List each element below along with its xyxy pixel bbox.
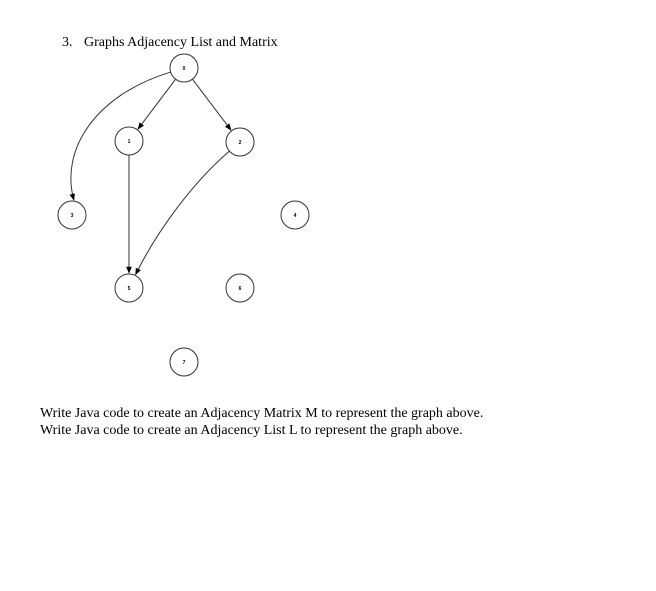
- edge-0-to-2: [192, 79, 231, 130]
- node-label-1: 1: [127, 139, 131, 145]
- node-label-5: 5: [127, 286, 131, 292]
- node-label-4: 4: [293, 213, 297, 219]
- question-title: Graphs Adjacency List and Matrix: [84, 35, 278, 50]
- graph-node-2: [226, 128, 254, 156]
- graph-node-5: [115, 274, 143, 302]
- edge-0-to-1: [138, 79, 176, 129]
- graph-node-4: [281, 201, 309, 229]
- node-label-3: 3: [70, 213, 74, 219]
- edge-2-to-5: [136, 151, 230, 274]
- graph-node-7: [170, 348, 198, 376]
- graph-node-3: [58, 201, 86, 229]
- node-label-0: 0: [182, 66, 186, 72]
- graph-node-6: [226, 274, 254, 302]
- node-label-6: 6: [238, 286, 242, 292]
- instructions-block: [40, 405, 483, 439]
- question-number: 3.: [62, 35, 73, 50]
- node-label-2: 2: [238, 140, 242, 146]
- instruction-list: Write Java code to create an Adjacency List L to represent the graph above.: [40, 423, 463, 438]
- node-label-7: 7: [182, 360, 186, 366]
- instruction-matrix: Write Java code to create an Adjacency Matrix M to represent the graph above.: [40, 406, 484, 421]
- graph-node-1: [115, 127, 143, 155]
- graph-node-0: [170, 54, 198, 82]
